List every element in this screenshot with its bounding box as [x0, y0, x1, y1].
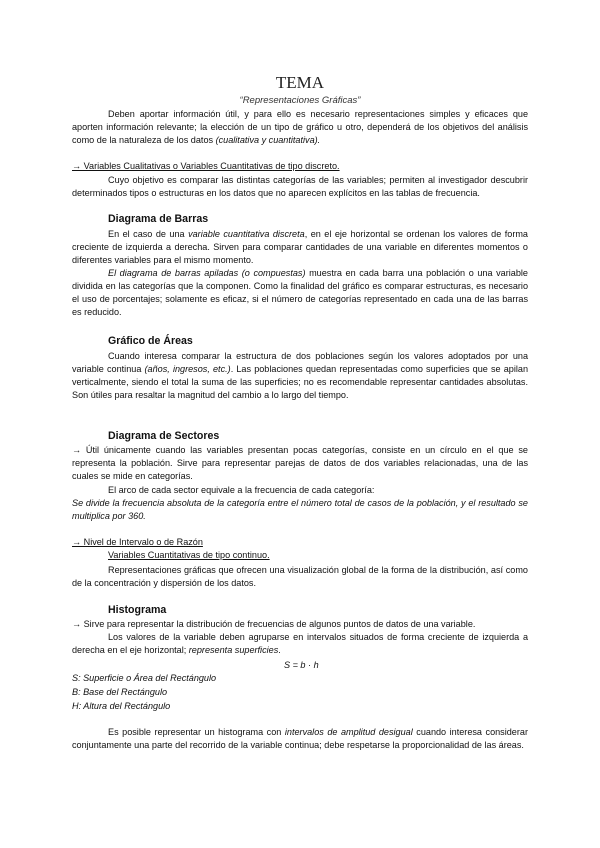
areas-italic: (años, ingresos, etc.)	[144, 364, 231, 374]
legend-base: B: Base del Rectángulo	[72, 687, 168, 697]
section-link-intervalo[interactable]: → Nivel de Intervalo o de Razón	[72, 537, 203, 547]
intro-paragraph	[72, 108, 528, 147]
heading-diagrama-barras: Diagrama de Barras	[108, 213, 209, 225]
areas-paragraph	[72, 350, 528, 402]
page-subtitle: “Representaciones Gráficas”	[239, 95, 361, 106]
histograma-italic-2: representa superficies	[188, 645, 279, 655]
sectores-paragraph-1: → Útil únicamente cuando las variables presentan pocas categorías, consiste en un círculo en el que se representa la población. Sirve para representar parejas de datos de dos variables relacionadas, una de las cuales se mide en categorías.	[72, 445, 528, 481]
section1-paragraph: Cuyo objetivo es comparar las distintas categorías de las variables; permiten al investigador descubrir determinados tipos o estructuras en los datos que no aparecen explícitos en las tablas de frecuencia.	[72, 175, 528, 198]
sectores-paragraph-2: El arco de cada sector equivale a la frecuencia de cada categoría:	[108, 485, 375, 495]
barras-paragraph-1	[72, 228, 528, 267]
legend-superficie: S: Superficie o Área del Rectángulo	[72, 673, 217, 683]
legend-altura: H: Altura del Rectángulo	[72, 701, 171, 711]
intro-text: Deben aportar información útil, y para ello es necesario representaciones simples y eficaces que aporten información relevante; la elección de un tipo de gráfico u otro, dependerá de los objetivos del análisis como de la naturaleza de los datos	[72, 109, 528, 145]
intro-italic: (cualitativa y cuantitativa).	[215, 135, 321, 145]
areas-text-c: . Las poblaciones quedan representadas como superficies que se apilan verticalmente, siendo el total la suma de las superficies; no es recomendable representar cantidades absolutas. Son útiles para resaltar la magnitud del cambio a lo largo del tiempo.	[72, 364, 529, 400]
barras-italic-2: El diagrama de barras apiladas (o compuestas)	[108, 268, 306, 278]
area-formula: S = b · h	[284, 660, 319, 670]
barras-text-1a: En el caso de una	[108, 229, 189, 239]
barras-italic-1: variable cuantitativa discreta	[188, 229, 305, 239]
histograma-text-3a: Es posible representar un histograma con	[108, 727, 285, 737]
histograma-paragraph-1: → Sirve para representar la distribución de frecuencias de algunos puntos de datos de una variable.	[72, 619, 476, 629]
sectores-paragraph-3: Se divide la frecuencia absoluta de la categoría entre el número total de casos de la población, y el resultado se multiplica por 360.	[72, 498, 528, 521]
histograma-paragraph-2	[72, 631, 528, 657]
section-sublink-continuas[interactable]: Variables Cuantitativas de tipo continuo.	[108, 550, 270, 560]
histograma-italic-3: intervalos de amplitud desigual	[284, 727, 413, 737]
heading-grafico-areas: Gráfico de Áreas	[108, 335, 193, 347]
heading-histograma: Histograma	[108, 604, 167, 616]
barras-text-2b: muestra en cada barra una población o una variable dividida en las categorías que la componen. Como la finalidad del gráfico es comparar estructuras, es necesario el uso de porcentajes; solamente es eficaz, si el número de categorías representado en cada una de las barras es reducido.	[72, 268, 528, 317]
areas-text-a: Cuando interesa comparar la estructura de dos poblaciones según los valores adoptados por una variable continua	[72, 351, 528, 374]
histograma-text-3c: cuando interesa considerar conjuntamente una parte del recorrido de la variable continua; debe respetarse la proporcionalidad de las áreas.	[72, 727, 528, 750]
histograma-paragraph-3	[72, 726, 528, 752]
section2-paragraph: Representaciones gráficas que ofrecen una visualización global de la forma de la distribución, así como de la concentración y dispersión de los datos.	[72, 565, 528, 588]
histograma-text-2a: Los valores de la variable deben agruparse en intervalos situados de forma creciente de izquierda a derecha en el eje horizontal;	[72, 632, 528, 655]
page-title: TEMA	[275, 73, 325, 92]
section-link-cualitativas[interactable]: → Variables Cualitativas o Variables Cuantitativas de tipo discreto.	[72, 161, 340, 171]
histograma-text-2c: .	[278, 645, 281, 655]
barras-paragraph-2	[72, 267, 528, 319]
barras-text-1c: , en el eje horizontal se ordenan los valores de forma creciente de izquierda a derecha. Sirven para comparar cantidades de una variable en diferentes momentos o diferentes variables para el mismo momento.	[72, 229, 528, 265]
heading-diagrama-sectores: Diagrama de Sectores	[108, 430, 220, 442]
